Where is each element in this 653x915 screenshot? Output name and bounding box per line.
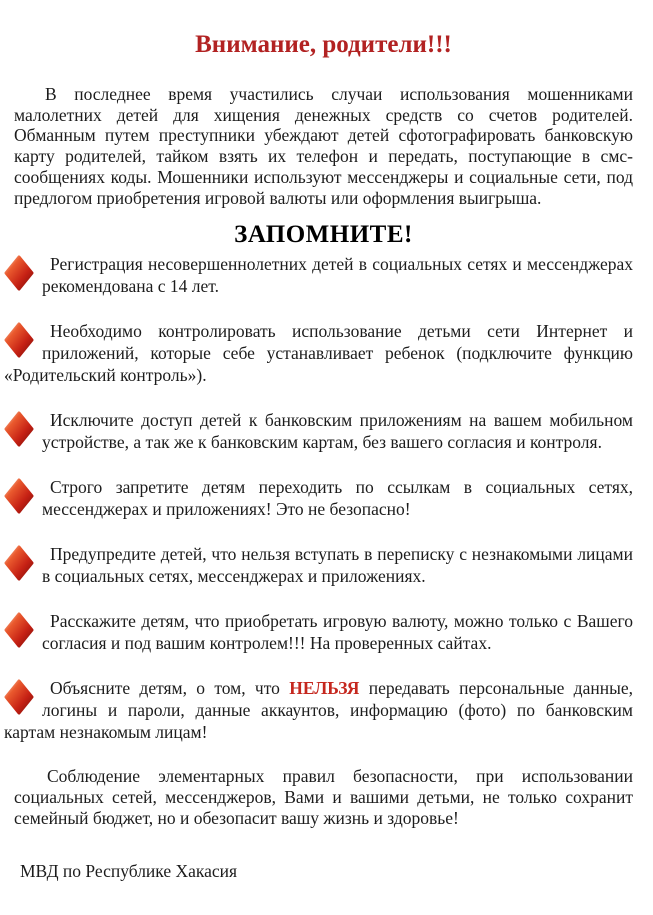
bullet-text: Строго запретите детям переходить по ссылкам в социальных сетях, мессенджерах и приложениях! Это не безопасно! (42, 477, 633, 520)
red-diamond-bullet-icon (4, 545, 34, 581)
red-diamond-bullet-icon (4, 612, 34, 648)
bullet-text: Расскажите детям, что приобретать игровую валюту, можно только с Вашего согласия и под вашим контролем!!! На проверенных сайтах. (42, 611, 633, 654)
bullet-text: Регистрация несовершеннолетних детей в социальных сетях и мессенджерах рекомендована с 14 лет. (42, 254, 633, 297)
page-title: Внимание, родители!!! (195, 31, 452, 58)
list-item (4, 543, 633, 587)
list-item (4, 320, 633, 386)
red-diamond-bullet-icon (4, 255, 34, 291)
list-item (4, 409, 633, 453)
list-item (4, 476, 633, 520)
list-item (4, 610, 633, 654)
bullet-text: Необходимо контролировать использование детьми сети Интернет и приложений, которые себе устанавливает ребенок (подключите функцию «Родительский контроль»). (4, 321, 633, 386)
bullet-text: Предупредите детей, что нельзя вступать в переписку с незнакомыми лицами в социальных сетях, мессенджерах и приложениях. (42, 544, 633, 587)
intro-paragraph: В последнее время участились случаи использования мошенниками малолетних детей для хищения денежных средств со счетов родителей. Обманным путем преступники убеждают детей сфотографировать банковскую карту родителей, тайком взять их телефон и передать, поступающие в смс-сообщениях коды. Мошенники используют мессенджеры и социальные сети, под предлогом приобретения игровой валюты или оформления выигрыша. (14, 84, 633, 208)
bullet-list (4, 253, 633, 743)
closing-paragraph: Соблюдение элементарных правил безопасности, при использовании социальных сетей, мессенджеров, Вами и вашими детьми, не только сохранит семейный бюджет, но и обезопасит вашу жизнь и здоровье! (14, 766, 633, 828)
bullet-text: Объясните детям, о том, что НЕЛЬЗЯ передавать персональные данные, логины и пароли, данные аккаунтов, информацию (фото) по банковским картам незнакомым лицам! (4, 678, 633, 743)
red-diamond-bullet-icon (4, 679, 34, 715)
list-item (4, 677, 633, 743)
remember-heading: ЗАПОМНИТЕ! (234, 221, 413, 249)
red-diamond-bullet-icon (4, 478, 34, 514)
red-diamond-bullet-icon (4, 411, 34, 447)
bullet-text: Исключите доступ детей к банковским приложениям на вашем мобильном устройстве, а так же к банковским картам, без вашего согласия и контроля. (42, 410, 633, 453)
red-diamond-bullet-icon (4, 322, 34, 358)
list-item (4, 253, 633, 297)
footer-signature: МВД по Республике Хакасия (20, 861, 238, 882)
